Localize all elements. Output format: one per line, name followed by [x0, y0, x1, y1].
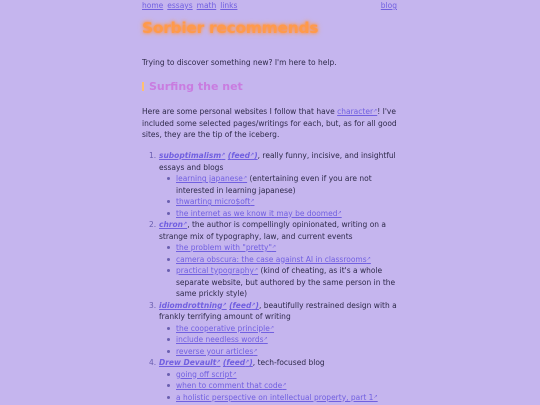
page-item [176, 265, 399, 300]
bullet-dot [167, 350, 170, 353]
page-link[interactable] [176, 393, 378, 402]
page-title[interactable]: thwarting micro$oft [176, 197, 251, 206]
page-link[interactable] [176, 370, 237, 379]
page-title[interactable]: going off script [176, 369, 233, 379]
bullet-dot [167, 338, 170, 341]
intro-text: Trying to discover something new? I'm here to help. [142, 58, 337, 67]
site-description: , tech-focused blog [252, 358, 325, 367]
page-item [176, 334, 399, 346]
external-link-icon: ↗ [263, 336, 268, 342]
site-name[interactable]: suboptimalism [159, 151, 222, 160]
heading-accent-bar [142, 82, 144, 91]
bullet-dot [167, 212, 170, 215]
section-heading-label: Surfing the net [149, 80, 243, 93]
page-title[interactable]: a holistic perspective on intellectual property, part 1 [176, 392, 374, 402]
site-link[interactable] [159, 358, 221, 367]
feed-link[interactable]: (feed↗) [222, 358, 253, 367]
bullet-dot [167, 373, 170, 376]
site-item [149, 150, 399, 219]
site-link[interactable] [159, 151, 225, 160]
external-link-icon: ↗ [182, 221, 188, 227]
page-link[interactable] [176, 243, 276, 252]
feed-link[interactable]: (feed↗) [227, 151, 258, 160]
sub-list [159, 242, 399, 300]
sub-list [159, 173, 399, 219]
site-item [149, 357, 399, 403]
page-title[interactable]: reverse your articles [176, 346, 254, 356]
external-link-icon: ↗ [366, 255, 371, 262]
page-item [176, 242, 399, 254]
nav-item-math[interactable]: math [196, 1, 217, 10]
page-item [176, 346, 399, 358]
page-item [176, 369, 399, 381]
section-heading [142, 80, 243, 94]
nav-item-home[interactable]: home [142, 1, 164, 10]
external-link-icon: ↗ [373, 108, 378, 114]
page-item [176, 254, 399, 266]
page-item [176, 196, 399, 208]
bullet-dot [167, 327, 170, 330]
page-title[interactable]: the problem with "pretty" [176, 243, 272, 252]
page-title[interactable]: include needless words [176, 335, 264, 344]
page-link[interactable] [176, 347, 257, 356]
site-description: , the author is compellingly opinionated, writing on a strange mix of typography, law, and current events [159, 220, 387, 241]
item-number: 4. [149, 358, 157, 367]
external-link-icon: ↗ [271, 244, 277, 250]
item-number: 1. [149, 151, 157, 160]
feed-link[interactable]: (feed↗) [229, 300, 259, 310]
sub-list [159, 323, 399, 358]
site-item [149, 219, 399, 300]
blog-link-label[interactable]: blog [380, 1, 397, 10]
nav-item-essays[interactable]: essays [167, 1, 193, 10]
external-link-icon: ↗ [245, 359, 250, 365]
external-link-icon: ↗ [232, 370, 237, 377]
bullet-dot [167, 200, 170, 203]
bullet-dot [167, 246, 170, 249]
page-item [176, 173, 399, 196]
page-title[interactable]: practical typography [176, 266, 254, 275]
intro-paragraph [142, 106, 398, 141]
paragraph-text: Here are some personal websites I follow that have [142, 107, 338, 116]
site-description: , really funny, incisive, and insightful essays and blogs [159, 151, 396, 172]
page-item [176, 208, 399, 220]
top-nav [142, 0, 241, 11]
page-link[interactable] [176, 381, 286, 390]
page-item [176, 323, 399, 335]
page-title[interactable]: the cooperative principle [176, 323, 270, 333]
page-item [176, 392, 399, 404]
page-note: (entertaining even if you are not interested in learning japanese) [176, 174, 372, 195]
bullet-dot [167, 177, 170, 180]
feed-label[interactable]: feed [226, 358, 246, 367]
page-link[interactable] [176, 324, 274, 333]
site-name[interactable]: chron [159, 220, 183, 229]
item-number: 2. [149, 220, 157, 229]
page-title[interactable]: camera obscura: the case against AI in classrooms [176, 254, 367, 264]
page-link[interactable] [176, 335, 268, 344]
external-link-icon: ↗ [282, 382, 287, 388]
page-title[interactable]: learning japanese [176, 174, 243, 183]
page-link[interactable] [176, 174, 247, 183]
page-link[interactable] [176, 266, 258, 275]
external-link-icon: ↗ [221, 152, 226, 158]
bullet-dot [167, 396, 170, 399]
page-link[interactable] [176, 209, 342, 218]
paragraph-text-rest: ! I've included some selected pages/writings for each, but, as for all good sites, they are the tip of the iceberg. [142, 107, 397, 139]
external-link-icon: ↗ [269, 324, 275, 331]
external-link-icon: ↗ [253, 267, 259, 273]
external-link-icon: ↗ [250, 152, 255, 158]
character-link[interactable]: character↗ [337, 107, 378, 116]
site-name[interactable]: idiomdrottning [159, 300, 223, 310]
external-link-icon: ↗ [251, 301, 256, 308]
item-number: 3. [149, 300, 157, 310]
site-item [149, 300, 399, 358]
bullet-dot [167, 384, 170, 387]
sub-list [159, 369, 399, 404]
external-link-icon: ↗ [373, 393, 378, 400]
page-note: (kind of cheating, as it's a whole separate website, but authored by the same person in the same prickly style) [176, 266, 396, 298]
page-title: Sorbier recommends [142, 19, 319, 37]
page-link[interactable] [176, 197, 254, 206]
external-link-icon: ↗ [337, 209, 342, 216]
site-link[interactable] [159, 220, 187, 229]
bullet-dot [167, 258, 170, 261]
page-item [176, 380, 399, 392]
page-link[interactable] [176, 255, 371, 264]
page-title[interactable]: when to comment that code [176, 381, 283, 390]
feed-label[interactable]: feed [232, 300, 252, 310]
external-link-icon: ↗ [242, 175, 248, 181]
feed-label[interactable]: feed [231, 151, 250, 160]
blog-link[interactable] [381, 0, 397, 11]
external-link-icon: ↗ [250, 198, 255, 204]
site-description: , beautifully restrained design with a frankly terrifying amount of writing [159, 300, 397, 321]
page-title[interactable]: the internet as we know it may be doomed [176, 208, 338, 218]
site-name[interactable]: Drew Devault [159, 358, 217, 367]
sites-list [149, 150, 399, 403]
external-link-icon: ↗ [222, 301, 227, 308]
bullet-dot [167, 269, 170, 272]
external-link-icon: ↗ [253, 347, 258, 354]
site-link[interactable] [159, 301, 227, 310]
external-link-icon: ↗ [216, 359, 221, 365]
nav-item-links[interactable]: links [220, 1, 238, 10]
